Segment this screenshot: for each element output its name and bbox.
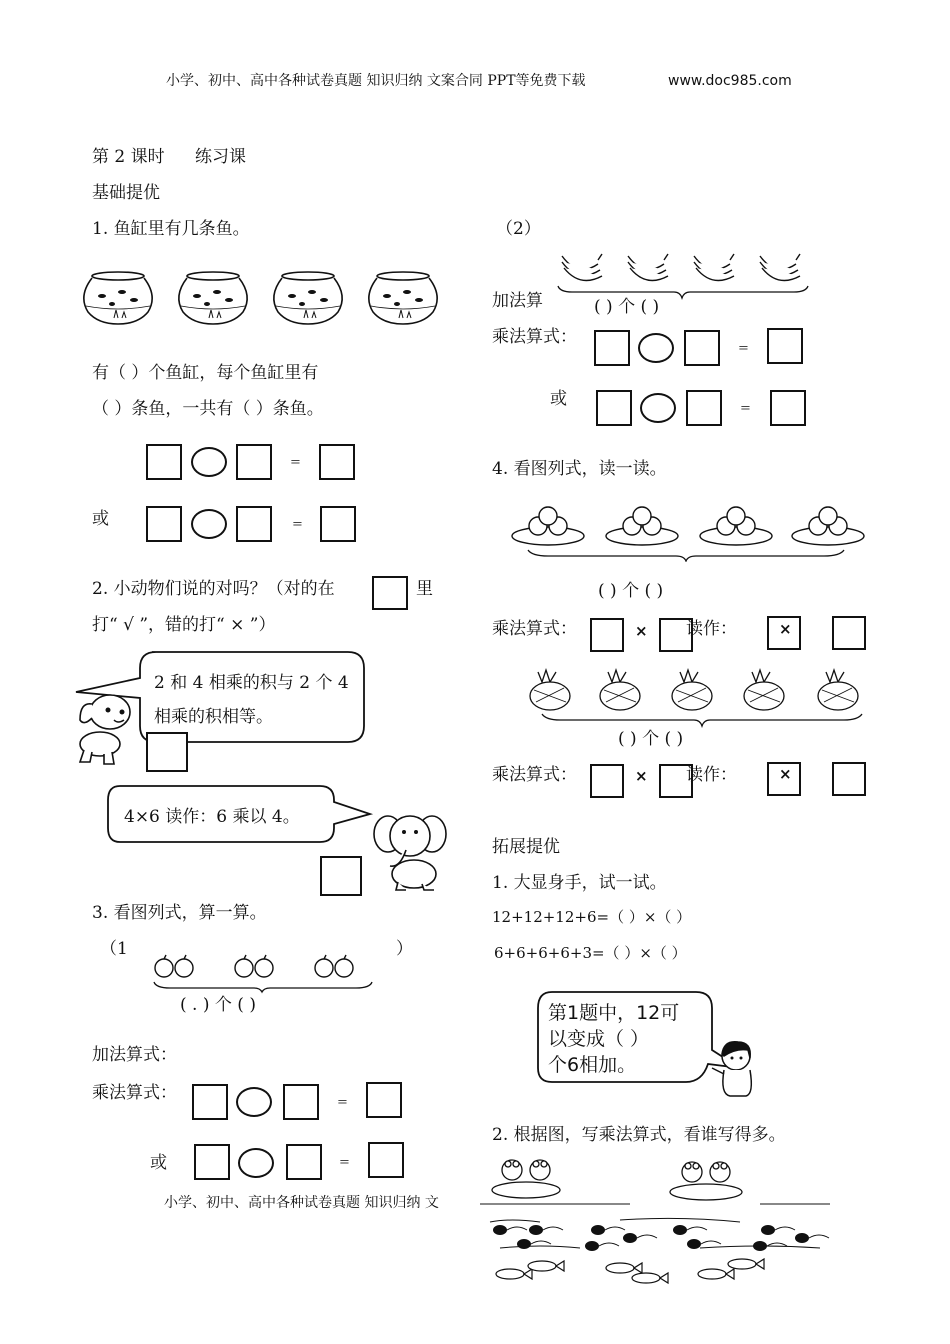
banana-bunch-icon (694, 254, 734, 281)
q4-blank2: ( ) 个 ( ) (618, 729, 684, 749)
fish-icon (606, 1263, 642, 1273)
fish-bowls-illustration (78, 266, 458, 330)
answer-box[interactable] (320, 506, 356, 542)
fish-icon (632, 1273, 668, 1283)
frog-icon (530, 1160, 550, 1180)
e1-line2: 6+6+6+6+3=（ ）×（ ） (494, 944, 687, 962)
girl-icon (708, 1038, 758, 1098)
section-ext-heading: 拓展提优 (492, 837, 560, 857)
example-answer-box (372, 576, 408, 610)
apple-icon (335, 955, 353, 977)
q3-part1-blank: ( . ) 个 ( ) (180, 995, 256, 1015)
q4-mul-label-2: 乘法算式： (492, 765, 577, 785)
q3-part2-blank: ( ) 个 ( ) (594, 297, 660, 317)
answer-box[interactable] (767, 328, 803, 364)
lesson-subtitle: 练习课 (195, 147, 246, 167)
puppy-icon (70, 690, 140, 766)
fish-icon (528, 1261, 564, 1271)
equals-sign: = (292, 517, 303, 532)
tadpole-icon (761, 1225, 795, 1235)
apple-plates-illustration (508, 498, 868, 562)
answer-box[interactable] (146, 506, 182, 542)
fish-icon (728, 1259, 764, 1269)
tadpole-icon (493, 1225, 527, 1235)
q1-or-label: 或 (92, 509, 109, 529)
lesson-title: 第 2 课时 (92, 147, 165, 167)
bubble3-line2: 以变成（ ） (548, 1028, 650, 1050)
times-sign: × (635, 622, 648, 640)
answer-box[interactable] (283, 1084, 319, 1120)
apple-plate-icon (792, 507, 864, 545)
tadpole-icon (591, 1225, 625, 1235)
tadpole-icon (517, 1239, 551, 1249)
q3-part2-mul-label: 乘法算式： (492, 327, 577, 347)
answer-box[interactable] (590, 618, 624, 652)
bananas-illustration (556, 242, 812, 302)
tadpole-icon (529, 1225, 563, 1235)
fish-bowl-icon (274, 272, 342, 324)
answer-box-puppy[interactable] (146, 732, 188, 772)
fish-icon (698, 1269, 734, 1279)
equals-sign: = (738, 341, 749, 356)
answer-box[interactable] (832, 616, 866, 650)
tadpole-icon (795, 1233, 829, 1243)
operator-oval[interactable] (640, 393, 676, 423)
answer-box[interactable] (192, 1084, 228, 1120)
frog-icon (502, 1160, 522, 1180)
answer-box[interactable] (684, 330, 720, 366)
bubble1-line1: 2 和 4 相乘的积与 2 个 4 (154, 673, 349, 693)
pineapple-icon (672, 670, 712, 710)
e1-line1: 12+12+12+6=（ ）×（ ） (492, 908, 692, 926)
elephant-icon (370, 806, 450, 892)
header-text: 小学、初中、高中各种试卷真题 知识归纳 文案合同 PPT等免费下载 (166, 73, 586, 89)
q2-title: 2. 小动物们说的对吗？（对的在 (92, 579, 335, 599)
apple-plate-icon (512, 507, 584, 545)
bubble3-line3: 个6相加。 (548, 1054, 637, 1076)
apple-icon (315, 955, 333, 977)
q3-add-label: 加法算式： (92, 1045, 177, 1065)
pineapple-icon (600, 670, 640, 710)
q3-part2-add-label: 加法算 (492, 291, 543, 311)
frog-icon (710, 1162, 730, 1182)
fish-bowl-icon (84, 272, 152, 324)
answer-box[interactable] (686, 390, 722, 426)
q3-or-label: 或 (150, 1153, 167, 1173)
pineapple-icon (530, 670, 570, 710)
q3-part1-close: ） (396, 939, 413, 959)
apple-icon (255, 955, 273, 977)
answer-box[interactable] (366, 1082, 402, 1118)
apple-icon (175, 955, 193, 977)
q4-title: 4. 看图列式，读一读。 (492, 459, 667, 479)
footer-text: 小学、初中、高中各种试卷真题 知识归纳 文 (164, 1195, 439, 1211)
answer-box[interactable] (832, 762, 866, 796)
equals-sign: = (339, 1155, 350, 1170)
q3-part2-label: （2） (496, 219, 541, 239)
q1-line1: 有（ ）个鱼缸，每个鱼缸里有 (92, 363, 319, 383)
answer-box[interactable] (236, 506, 272, 542)
tadpole-icon (585, 1241, 619, 1251)
banana-bunch-icon (760, 254, 800, 281)
answer-box[interactable] (596, 390, 632, 426)
q4-read-label-2: 读作： (686, 765, 737, 785)
answer-box[interactable] (286, 1144, 322, 1180)
q1-line2: （ ）条鱼，一共有（ ）条鱼。 (92, 399, 324, 419)
pineapples-illustration (528, 664, 872, 728)
equals-sign: = (740, 401, 751, 416)
bubble3-line1: 第1题中，12可 (548, 1002, 680, 1024)
q3-title: 3. 看图列式，算一算。 (92, 903, 267, 923)
answer-box[interactable] (319, 444, 355, 480)
q3-mul-label: 乘法算式： (92, 1083, 177, 1103)
operator-oval[interactable] (236, 1087, 272, 1117)
apple-plate-icon (700, 507, 772, 545)
banana-bunch-icon (628, 254, 668, 281)
q2-instructions: 打“ √ ”，错的打“ × ”） (92, 615, 276, 635)
e2-title: 2. 根据图，写乘法算式，看谁写得多。 (492, 1125, 786, 1145)
operator-oval[interactable] (238, 1148, 274, 1178)
q2-title-end: 里 (416, 579, 433, 599)
fish-icon (496, 1269, 532, 1279)
tadpole-icon (623, 1233, 657, 1243)
equals-sign: = (337, 1095, 348, 1110)
pond-illustration (480, 1152, 850, 1292)
frog-icon (682, 1162, 702, 1182)
q4-read-label-1: 读作： (686, 619, 737, 639)
answer-box-elephant[interactable] (320, 856, 362, 896)
q3-part1-open: （1 (100, 939, 128, 959)
answer-box[interactable] (594, 330, 630, 366)
e1-title: 1. 大显身手，试一试。 (492, 873, 667, 893)
times-sign: × (635, 767, 648, 785)
bubble2-text: 4×6 读作：6 乘以 4。 (124, 807, 300, 827)
operator-oval[interactable] (638, 333, 674, 363)
apple-icon (235, 955, 253, 977)
times-sign: × (779, 620, 792, 638)
tadpole-icon (673, 1225, 707, 1235)
pineapple-icon (744, 670, 784, 710)
banana-bunch-icon (562, 254, 602, 281)
answer-box[interactable] (770, 390, 806, 426)
operator-oval[interactable] (191, 509, 227, 539)
section-basic-heading: 基础提优 (92, 183, 160, 203)
header-url[interactable]: www.doc985.com (668, 73, 792, 89)
answer-box[interactable] (590, 764, 624, 798)
q4-mul-label-1: 乘法算式： (492, 619, 577, 639)
pineapple-icon (818, 670, 858, 710)
fish-bowl-icon (369, 272, 437, 324)
bubble1-line2: 相乘的积相等。 (154, 707, 273, 727)
fish-bowl-icon (179, 272, 247, 324)
q4-blank1: ( ) 个 ( ) (598, 581, 664, 601)
q3-part2-or-label: 或 (550, 389, 567, 409)
operator-oval[interactable] (191, 447, 227, 477)
answer-box[interactable] (194, 1144, 230, 1180)
answer-box[interactable] (368, 1142, 404, 1178)
apple-icon (155, 955, 173, 977)
apple-plate-icon (606, 507, 678, 545)
equals-sign: = (290, 455, 301, 470)
apples-illustration (150, 954, 376, 994)
answer-box[interactable] (146, 444, 182, 480)
answer-box[interactable] (236, 444, 272, 480)
q1-title: 1. 鱼缸里有几条鱼。 (92, 219, 250, 239)
times-sign: × (779, 765, 792, 783)
